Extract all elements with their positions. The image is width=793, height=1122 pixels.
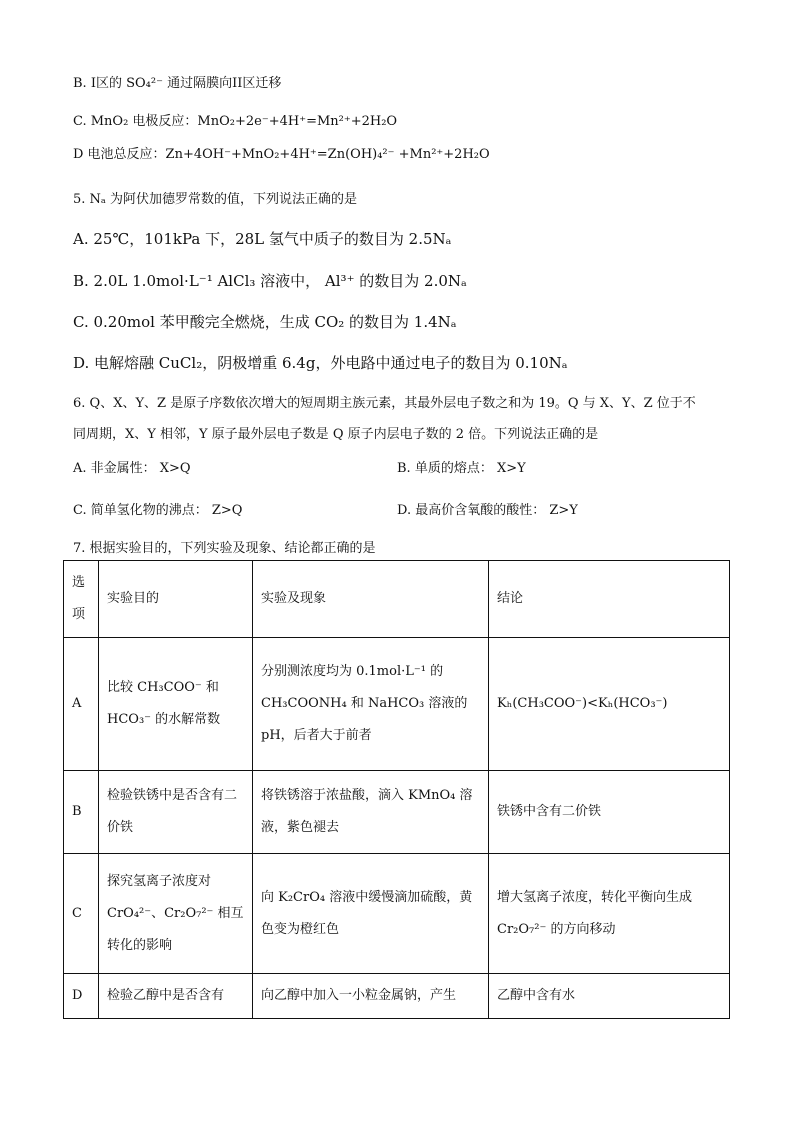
header-experiment: 实验及现象 [253,561,489,638]
row-purpose: 比较 CH₃COO⁻ 和 HCO₃⁻ 的水解常数 [99,638,253,771]
q5-option-a: A. 25℃，101kPa 下，28L 氢气中质子的数目为 2.5Nₐ [73,230,452,248]
q7-stem: 7. 根据实验目的，下列实验及现象、结论都正确的是 [73,541,376,556]
q4-option-d: D 电池总反应：Zn+4OH⁻+MnO₂+4H⁺=Zn(OH)₄²⁻ +Mn²⁺+2H₂O [73,147,490,162]
header-purpose: 实验目的 [99,561,253,638]
row-conclusion: 增大氢离子浓度，转化平衡向生成 Cr₂O₇²⁻ 的方向移动 [489,854,730,974]
q5-option-b: B. 2.0L 1.0mol·L⁻¹ AlCl₃ 溶液中， Al³⁺ 的数目为 2.0Nₐ [73,272,467,290]
table-row [64,854,730,974]
q4-option-b: B. I区的 SO₄²⁻ 通过隔膜向II区迁移 [73,76,282,91]
row-conclusion: Kₕ(CH₃COO⁻)<Kₕ(HCO₃⁻) [489,638,730,771]
row-purpose: 检验乙醇中是否含有 [99,974,253,1019]
q5-option-d: D. 电解熔融 CuCl₂，阴极增重 6.4g，外电路中通过电子的数目为 0.10Nₐ [73,354,568,372]
q6-option-a: A. 非金属性： X>Q [73,461,191,476]
q5-option-c: C. 0.20mol 苯甲酸完全燃烧，生成 CO₂ 的数目为 1.4Nₐ [73,313,457,331]
header-option: 选项 [64,561,99,638]
header-conclusion: 结论 [489,561,730,638]
table-header-row [64,561,730,638]
q6-stem-line1: 6. Q、X、Y、Z 是原子序数依次增大的短周期主族元素，其最外层电子数之和为 19。Q 与 X、Y、Z 位于不 [73,396,696,411]
row-purpose: 探究氢离子浓度对 CrO₄²⁻、Cr₂O₇²⁻ 相互转化的影响 [99,854,253,974]
row-conclusion: 铁锈中含有二价铁 [489,771,730,854]
q6-option-d: D. 最高价含氧酸的酸性： Z>Y [397,503,578,518]
row-option: B [64,771,99,854]
table-row [64,771,730,854]
row-option: C [64,854,99,974]
q6-option-c: C. 简单氢化物的沸点： Z>Q [73,503,243,518]
row-conclusion: 乙醇中含有水 [489,974,730,1019]
q6-option-b: B. 单质的熔点： X>Y [397,461,526,476]
row-experiment: 向 K₂CrO₄ 溶液中缓慢滴加硫酸，黄色变为橙红色 [253,854,489,974]
row-experiment: 分别测浓度均为 0.1mol·L⁻¹ 的 CH₃COONH₄ 和 NaHCO₃ 溶液的 pH，后者大于前者 [253,638,489,771]
row-experiment: 将铁锈溶于浓盐酸，滴入 KMnO₄ 溶液，紫色褪去 [253,771,489,854]
table-row [64,638,730,771]
row-purpose: 检验铁锈中是否含有二价铁 [99,771,253,854]
q5-stem: 5. Nₐ 为阿伏加德罗常数的值，下列说法正确的是 [73,192,358,207]
row-experiment: 向乙醇中加入一小粒金属钠，产生 [253,974,489,1019]
table-row [64,974,730,1019]
q6-stem-line2: 同周期，X、Y 相邻，Y 原子最外层电子数是 Q 原子内层电子数的 2 倍。下列说法正确的是 [73,427,599,442]
q4-option-c: C. MnO₂ 电极反应：MnO₂+2e⁻+4H⁺=Mn²⁺+2H₂O [73,114,398,129]
row-option: A [64,638,99,771]
experiment-table [63,560,730,1019]
row-option: D [64,974,99,1019]
